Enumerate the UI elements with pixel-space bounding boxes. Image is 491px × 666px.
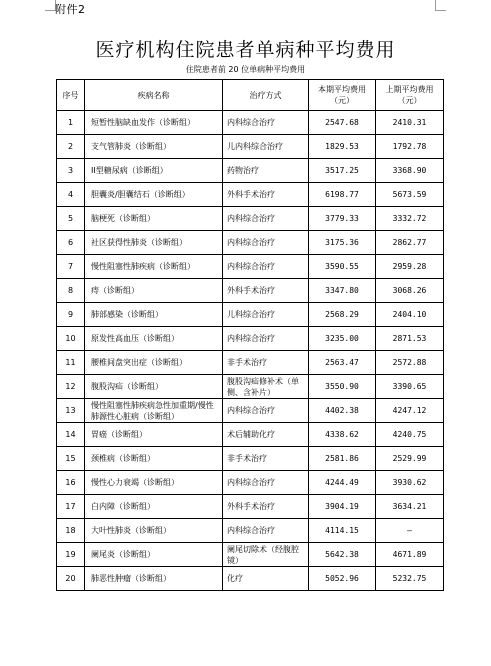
cell-previous-cost: 3930.62 — [376, 471, 444, 495]
cell-index: 12 — [57, 375, 85, 399]
cell-current-cost: 2547.68 — [309, 111, 376, 135]
cell-current-cost: 4338.62 — [309, 423, 376, 447]
table-body — [57, 111, 444, 591]
table-row — [57, 375, 444, 399]
cell-disease-name: 短暂性脑缺血发作（诊断组） — [85, 111, 223, 135]
cell-current-cost: 3347.80 — [309, 279, 376, 303]
table-row — [57, 567, 444, 591]
cell-disease-name: 胆囊炎/胆囊结石（诊断组） — [85, 183, 223, 207]
cell-index: 6 — [57, 231, 85, 255]
cell-previous-cost: 4671.89 — [376, 543, 444, 567]
cell-index: 2 — [57, 135, 85, 159]
cell-current-cost: 3779.33 — [309, 207, 376, 231]
cell-previous-cost: 2871.53 — [376, 327, 444, 351]
cell-treatment: 儿内科综合治疗 — [223, 135, 309, 159]
cell-disease-name: 胃癌（诊断组） — [85, 423, 223, 447]
table-row — [57, 423, 444, 447]
attachment-label: 附件2 — [55, 3, 86, 16]
cell-index: 9 — [57, 303, 85, 327]
cell-treatment: 内科综合治疗 — [223, 519, 309, 543]
cell-previous-cost: 2862.77 — [376, 231, 444, 255]
cell-treatment: 内科综合治疗 — [223, 255, 309, 279]
cell-disease-name: 腰椎间盘突出症（诊断组） — [85, 351, 223, 375]
cell-index: 8 — [57, 279, 85, 303]
cell-current-cost: 3235.00 — [309, 327, 376, 351]
cell-treatment: 外科手术治疗 — [223, 279, 309, 303]
cell-disease-name: 慢性心力衰竭（诊断组） — [85, 471, 223, 495]
table-row — [57, 399, 444, 423]
page-title: 医疗机构住院患者单病种平均费用 — [95, 39, 396, 61]
table-row — [57, 231, 444, 255]
cell-index: 15 — [57, 447, 85, 471]
cost-table — [56, 79, 444, 591]
col-header-disease: 疾病名称 — [85, 80, 223, 111]
cell-previous-cost: 4240.75 — [376, 423, 444, 447]
cell-index: 20 — [57, 567, 85, 591]
cell-previous-cost: 3068.26 — [376, 279, 444, 303]
cell-treatment: 药物治疗 — [223, 159, 309, 183]
cell-index: 13 — [57, 399, 85, 423]
table-row — [57, 279, 444, 303]
cell-disease-name: 社区获得性肺炎（诊断组） — [85, 231, 223, 255]
cell-disease-name: 支气管肺炎（诊断组） — [85, 135, 223, 159]
cell-previous-cost: 2959.28 — [376, 255, 444, 279]
cell-index: 18 — [57, 519, 85, 543]
cell-treatment: 内科综合治疗 — [223, 471, 309, 495]
cell-previous-cost: 3390.65 — [376, 375, 444, 399]
cell-index: 7 — [57, 255, 85, 279]
table-row — [57, 303, 444, 327]
cell-disease-name: 大叶性肺炎（诊断组） — [85, 519, 223, 543]
table-row — [57, 519, 444, 543]
cell-previous-cost: 3368.90 — [376, 159, 444, 183]
cell-current-cost: 3904.19 — [309, 495, 376, 519]
cell-previous-cost: 3332.72 — [376, 207, 444, 231]
table-row — [57, 183, 444, 207]
cell-treatment: 术后辅助化疗 — [223, 423, 309, 447]
cell-treatment: 非手术治疗 — [223, 447, 309, 471]
table-row — [57, 471, 444, 495]
cell-disease-name: 肺恶性肿瘤（诊断组） — [85, 567, 223, 591]
cell-index: 17 — [57, 495, 85, 519]
cell-current-cost: 4244.49 — [309, 471, 376, 495]
table-row — [57, 447, 444, 471]
cell-disease-name: 痔（诊断组） — [85, 279, 223, 303]
table-row — [57, 159, 444, 183]
cell-disease-name: 白内障（诊断组） — [85, 495, 223, 519]
table-row — [57, 135, 444, 159]
cell-current-cost: 3517.25 — [309, 159, 376, 183]
table-header-row — [57, 80, 444, 111]
cell-index: 16 — [57, 471, 85, 495]
table-row — [57, 351, 444, 375]
cell-previous-cost: — — [376, 519, 444, 543]
cell-disease-name: II型糖尿病（诊断组） — [85, 159, 223, 183]
cell-treatment: 腹股沟疝修补术（单侧、含补片） — [223, 375, 309, 399]
cell-current-cost: 2568.29 — [309, 303, 376, 327]
cell-treatment: 内科综合治疗 — [223, 399, 309, 423]
cell-disease-name: 慢性阻塞性肺疾病（诊断组） — [85, 255, 223, 279]
cell-treatment: 内科综合治疗 — [223, 231, 309, 255]
cell-treatment: 非手术治疗 — [223, 351, 309, 375]
table-row — [57, 207, 444, 231]
cell-current-cost: 4402.38 — [309, 399, 376, 423]
table-row — [57, 111, 444, 135]
cell-index: 3 — [57, 159, 85, 183]
cell-treatment: 儿科综合治疗 — [223, 303, 309, 327]
col-header-previous-cost: 上期平均费用（元） — [376, 80, 444, 111]
cell-current-cost: 3550.90 — [309, 375, 376, 399]
cell-index: 14 — [57, 423, 85, 447]
cell-previous-cost: 2404.10 — [376, 303, 444, 327]
cell-current-cost: 5642.38 — [309, 543, 376, 567]
cell-treatment: 外科手术治疗 — [223, 495, 309, 519]
col-header-treatment: 治疗方式 — [223, 80, 309, 111]
cell-index: 10 — [57, 327, 85, 351]
cell-treatment: 内科综合治疗 — [223, 111, 309, 135]
cell-treatment: 内科综合治疗 — [223, 327, 309, 351]
cell-disease-name: 颈椎病（诊断组） — [85, 447, 223, 471]
cell-current-cost: 2581.86 — [309, 447, 376, 471]
cell-disease-name: 肺部感染（诊断组） — [85, 303, 223, 327]
cell-previous-cost: 5232.75 — [376, 567, 444, 591]
cell-index: 11 — [57, 351, 85, 375]
cell-current-cost: 1829.53 — [309, 135, 376, 159]
table-header — [57, 80, 444, 111]
table-row — [57, 495, 444, 519]
cell-index: 4 — [57, 183, 85, 207]
cell-treatment: 外科手术治疗 — [223, 183, 309, 207]
cell-previous-cost: 2572.88 — [376, 351, 444, 375]
cell-current-cost: 3175.36 — [309, 231, 376, 255]
col-header-current-cost: 本期平均费用（元） — [309, 80, 376, 111]
col-header-index: 序号 — [57, 80, 85, 111]
cell-index: 1 — [57, 111, 85, 135]
cell-current-cost: 4114.15 — [309, 519, 376, 543]
cell-index: 5 — [57, 207, 85, 231]
cell-disease-name: 原发性高血压（诊断组） — [85, 327, 223, 351]
cell-treatment: 阑尾切除术（经腹腔镜） — [223, 543, 309, 567]
cell-current-cost: 6198.77 — [309, 183, 376, 207]
cell-disease-name: 腹股沟疝（诊断组） — [85, 375, 223, 399]
cell-previous-cost: 2529.99 — [376, 447, 444, 471]
cell-disease-name: 慢性阻塞性肺疾病急性加重期/慢性肺源性心脏病（诊断组） — [85, 399, 223, 423]
cell-disease-name: 阑尾炎（诊断组） — [85, 543, 223, 567]
cell-index: 19 — [57, 543, 85, 567]
table-row — [57, 543, 444, 567]
cell-previous-cost: 3634.21 — [376, 495, 444, 519]
cell-previous-cost: 1792.78 — [376, 135, 444, 159]
cell-current-cost: 2563.47 — [309, 351, 376, 375]
cell-current-cost: 5052.96 — [309, 567, 376, 591]
table-row — [57, 327, 444, 351]
cell-previous-cost: 4247.12 — [376, 399, 444, 423]
page-subtitle: 住院患者前 20 位单病种平均费用 — [185, 65, 306, 74]
cell-previous-cost: 5673.59 — [376, 183, 444, 207]
cell-previous-cost: 2410.31 — [376, 111, 444, 135]
table-row — [57, 255, 444, 279]
cell-disease-name: 脑梗死（诊断组） — [85, 207, 223, 231]
cell-treatment: 内科综合治疗 — [223, 207, 309, 231]
cell-treatment: 化疗 — [223, 567, 309, 591]
cell-current-cost: 3590.55 — [309, 255, 376, 279]
page-corner-mark-right — [435, 0, 446, 11]
